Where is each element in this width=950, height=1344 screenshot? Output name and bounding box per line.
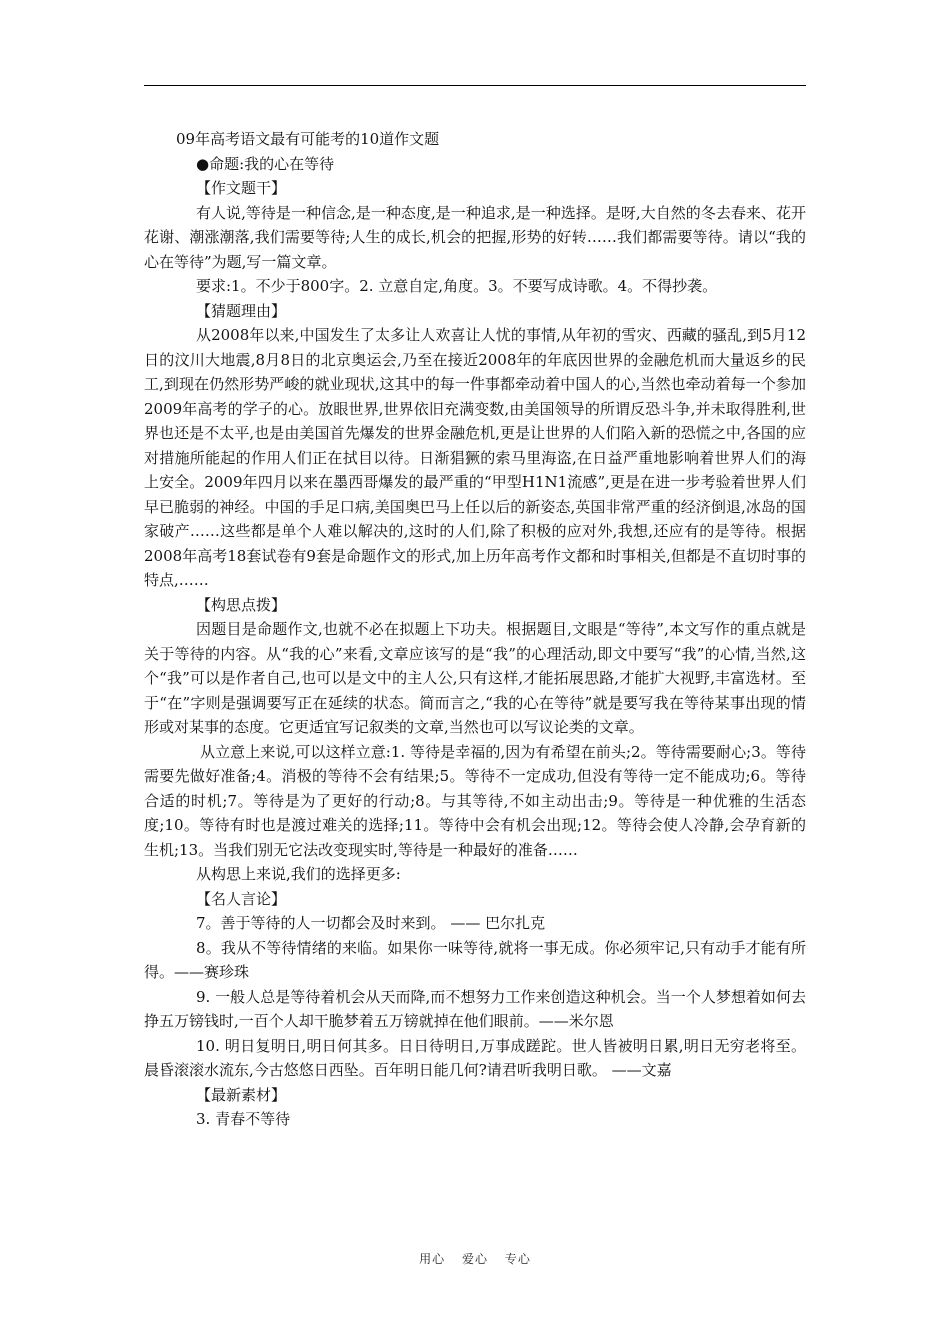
- document-title: 09年高考语文最有可能考的10道作文题: [176, 130, 440, 148]
- requirements-paragraph: 要求:1。不少于800字。2. 立意自定,角度。3。不要写成诗歌。4。不得抄袭。: [196, 277, 718, 295]
- section-label-prompt: 【作文题干】: [196, 179, 287, 197]
- quote-item: 10. 明日复明日,明日何其多。日日待明日,万事成蹉跎。世人皆被明日累,明日无穷老将至。晨昏滚滚水流东,今古悠悠日西坠。百年明日能几何?请君听我明日歌。 ——文嘉: [144, 1036, 806, 1079]
- page-footer: [0, 1250, 950, 1267]
- reason-paragraph: 从2008年以来,中国发生了太多让人欢喜让人忧的事情,从年初的雪灾、西藏的骚乱,到5月12日的汶川大地震,8月8日的北京奥运会,乃至在接近2008年的年底因世界的金融危机而大量返乡的民工,到现在仍然形势严峻的就业现状,这其中的每一件事都牵动着中国人的心,当然也牵动着每一个参加2009年高考的学子的心。放眼世界,世界依旧充满变数,由美国领导的所谓反恐斗争,并未取得胜利,世界也还是不太平,也是由美国首先爆发的世界金融危机,更是让世界的人们陷入新的恐慌之中,各国的应对措施所能起的作用人们正在拭目以待。日渐猖獗的索马里海盗,在日益严重地影响着世界人们的海上安全。2009年四月以来在墨西哥爆发的最严重的“甲型H1N1流感”,更是在进一步考验着世界人们早已脆弱的神经。中国的手足口病,美国奥巴马上任以后的新姿态,英国非常严重的经济倒退,冰岛的国家破产……这些都是单个人难以解决的,这时的人们,除了积极的应对外,我想,还应有的是等待。根据2008年高考18套试卷有9套是命题作文的形式,加上历年高考作文都和时事相关,但都是不直切时事的特点,……: [144, 326, 806, 589]
- quote-item: 9. 一般人总是等待着机会从天而降,而不想努力工作来创造这种机会。当一个人梦想着如何去挣五万镑钱时,一百个人却干脆梦着五万镑就掉在他们眼前。——米尔恩: [144, 987, 806, 1030]
- quote-item: 8。我从不等待情绪的来临。如果你一味等待,就将一事无成。你必须牢记,只有动手才能有所得。——赛珍珠: [144, 938, 806, 981]
- section-label-idea: 【构思点拨】: [196, 595, 287, 614]
- section-label-reason: 【猜题理由】: [196, 301, 287, 320]
- header-rule: [144, 85, 806, 86]
- document-body: [144, 127, 806, 1132]
- footer-item: 用心: [419, 1252, 446, 1266]
- section-label-materials: 【最新素材】: [196, 1085, 287, 1104]
- footer-item: 专心: [504, 1252, 531, 1266]
- prompt-paragraph: 有人说,等待是一种信念,是一种态度,是一种追求,是一种选择。是呀,大自然的冬去春来、花开花谢、潮涨潮落,我们需要等待;人生的成长,机会的把握,形势的好转……我们都需要等待。请以“我的心在等待”为题,写一篇文章。: [144, 203, 806, 271]
- structure-paragraph: 从构思上来说,我们的选择更多:: [196, 865, 401, 883]
- section-label-quotes: 【名人言论】: [196, 889, 287, 908]
- footer-item: 爱心: [461, 1252, 488, 1266]
- materials-first-item: 3. 青春不等待: [196, 1110, 291, 1128]
- idea-paragraph: 因题目是命题作文,也就不必在拟题上下功夫。根据题目,文眼是“等待”,本文写作的重点就是关于等待的内容。从“我的心”来看,文章应该写的是“我”的心理活动,即文中要写“我”的心情,当然,这个“我”可以是作者自己,也可以是文中的主人公,只有这样,才能拓展思路,才能扩大视野,丰富选材。至于“在”字则是强调要写正在延续的状态。简而言之,“我的心在等待”就是要写我在等待某事出现的情形或对某事的态度。它更适宜写记叙类的文章,当然也可以写议论类的文章。: [144, 620, 806, 736]
- angles-paragraph: 从立意上来说,可以这样立意:1. 等待是幸福的,因为有希望在前头;2。等待需要耐心;3。等待需要先做好准备;4。消极的等待不会有结果;5。等待不一定成功,但没有等待一定不能成功;6。等待合适的时机;7。等待是为了更好的行动;8。与其等待,不如主动出击;9。等待是一种优雅的生活态度;10。等待有时也是渡过难关的选择;11。等待中会有机会出现;12。等待会使人冷静,会孕育新的生机;13。当我们别无它法改变现实时,等待是一种最好的准备……: [144, 742, 806, 859]
- topic-heading: ●命题:我的心在等待: [196, 154, 335, 173]
- quote-item: 7。善于等待的人一切都会及时来到。 —— 巴尔扎克: [196, 914, 546, 932]
